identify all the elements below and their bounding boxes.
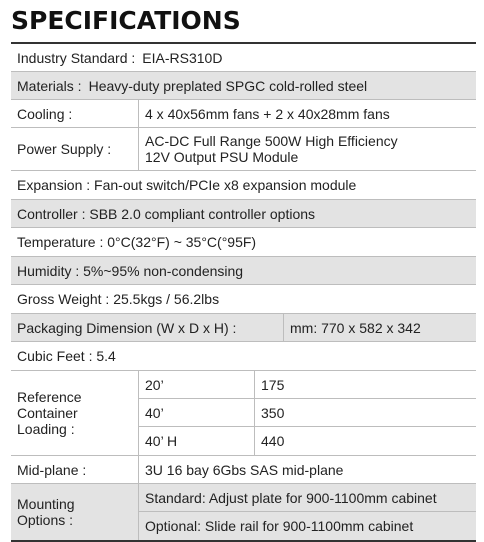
row-mid-plane	[11, 456, 476, 484]
row-controller	[11, 200, 476, 228]
row-cooling	[11, 100, 476, 128]
power-supply-value-line2: 12V Output PSU Module	[145, 149, 299, 165]
row-cubic-feet	[11, 342, 476, 371]
row-materials	[11, 72, 476, 100]
mounting-standard: Standard: Adjust plate for 900-1100mm cabinet	[145, 489, 437, 506]
specifications-table	[11, 42, 476, 542]
cubic-feet-text: Cubic Feet : 5.4	[17, 348, 116, 364]
expansion-text: Expansion : Fan-out switch/PCIe x8 expansion module	[17, 177, 357, 193]
mounting-label-line1: Mounting	[17, 496, 75, 512]
power-supply-label: Power Supply :	[17, 141, 112, 157]
container-size-20: 20’	[145, 376, 164, 393]
row-packaging-dimension	[11, 314, 476, 342]
container-loading-label-line3: Loading :	[17, 421, 75, 437]
container-loading-label-line1: Reference	[17, 389, 82, 405]
packaging-value: mm: 770 x 582 x 342	[290, 319, 421, 336]
mid-plane-label: Mid-plane :	[17, 461, 87, 478]
gross-weight-text: Gross Weight : 25.5kgs / 56.2lbs	[17, 291, 220, 307]
container-loading-label-line2: Container	[17, 405, 78, 421]
row-expansion	[11, 171, 476, 200]
container-size-40h: 40’ H	[145, 433, 178, 449]
industry-standard-label: Industry Standard :	[17, 49, 136, 66]
controller-text: Controller : SBB 2.0 compliant controller options	[17, 205, 316, 222]
row-container-loading	[11, 371, 476, 456]
temperature-text: Temperature : 0°C(32°F) ~ 35°C(°95F)	[17, 234, 257, 250]
power-supply-value-line1: AC-DC Full Range 500W High Efficiency	[145, 133, 398, 149]
materials-value: Heavy-duty preplated SPGC cold-rolled steel	[88, 77, 368, 94]
row-temperature	[11, 228, 476, 257]
mid-plane-value: 3U 16 bay 6Gbs SAS mid-plane	[145, 461, 344, 478]
container-qty-20: 175	[261, 376, 285, 393]
row-mounting-options	[11, 484, 476, 542]
container-qty-40h: 440	[261, 433, 285, 449]
cooling-label: Cooling :	[17, 105, 73, 122]
packaging-label: Packaging Dimension (W x D x H) :	[17, 319, 237, 336]
container-qty-40: 350	[261, 404, 285, 421]
row-industry-standard	[11, 44, 476, 72]
page-title: SPECIFICATIONS	[11, 6, 241, 35]
humidity-text: Humidity : 5%~95% non-condensing	[17, 262, 244, 279]
mounting-optional: Optional: Slide rail for 900-1100mm cabinet	[145, 518, 414, 534]
row-gross-weight	[11, 285, 476, 314]
mounting-label-line2: Options :	[17, 512, 74, 528]
container-size-40: 40’	[145, 404, 164, 421]
row-humidity	[11, 257, 476, 285]
industry-standard-value: EIA-RS310D	[142, 49, 223, 66]
cooling-value: 4 x 40x56mm fans + 2 x 40x28mm fans	[145, 105, 390, 122]
materials-label: Materials :	[17, 77, 82, 94]
row-power-supply	[11, 128, 476, 171]
